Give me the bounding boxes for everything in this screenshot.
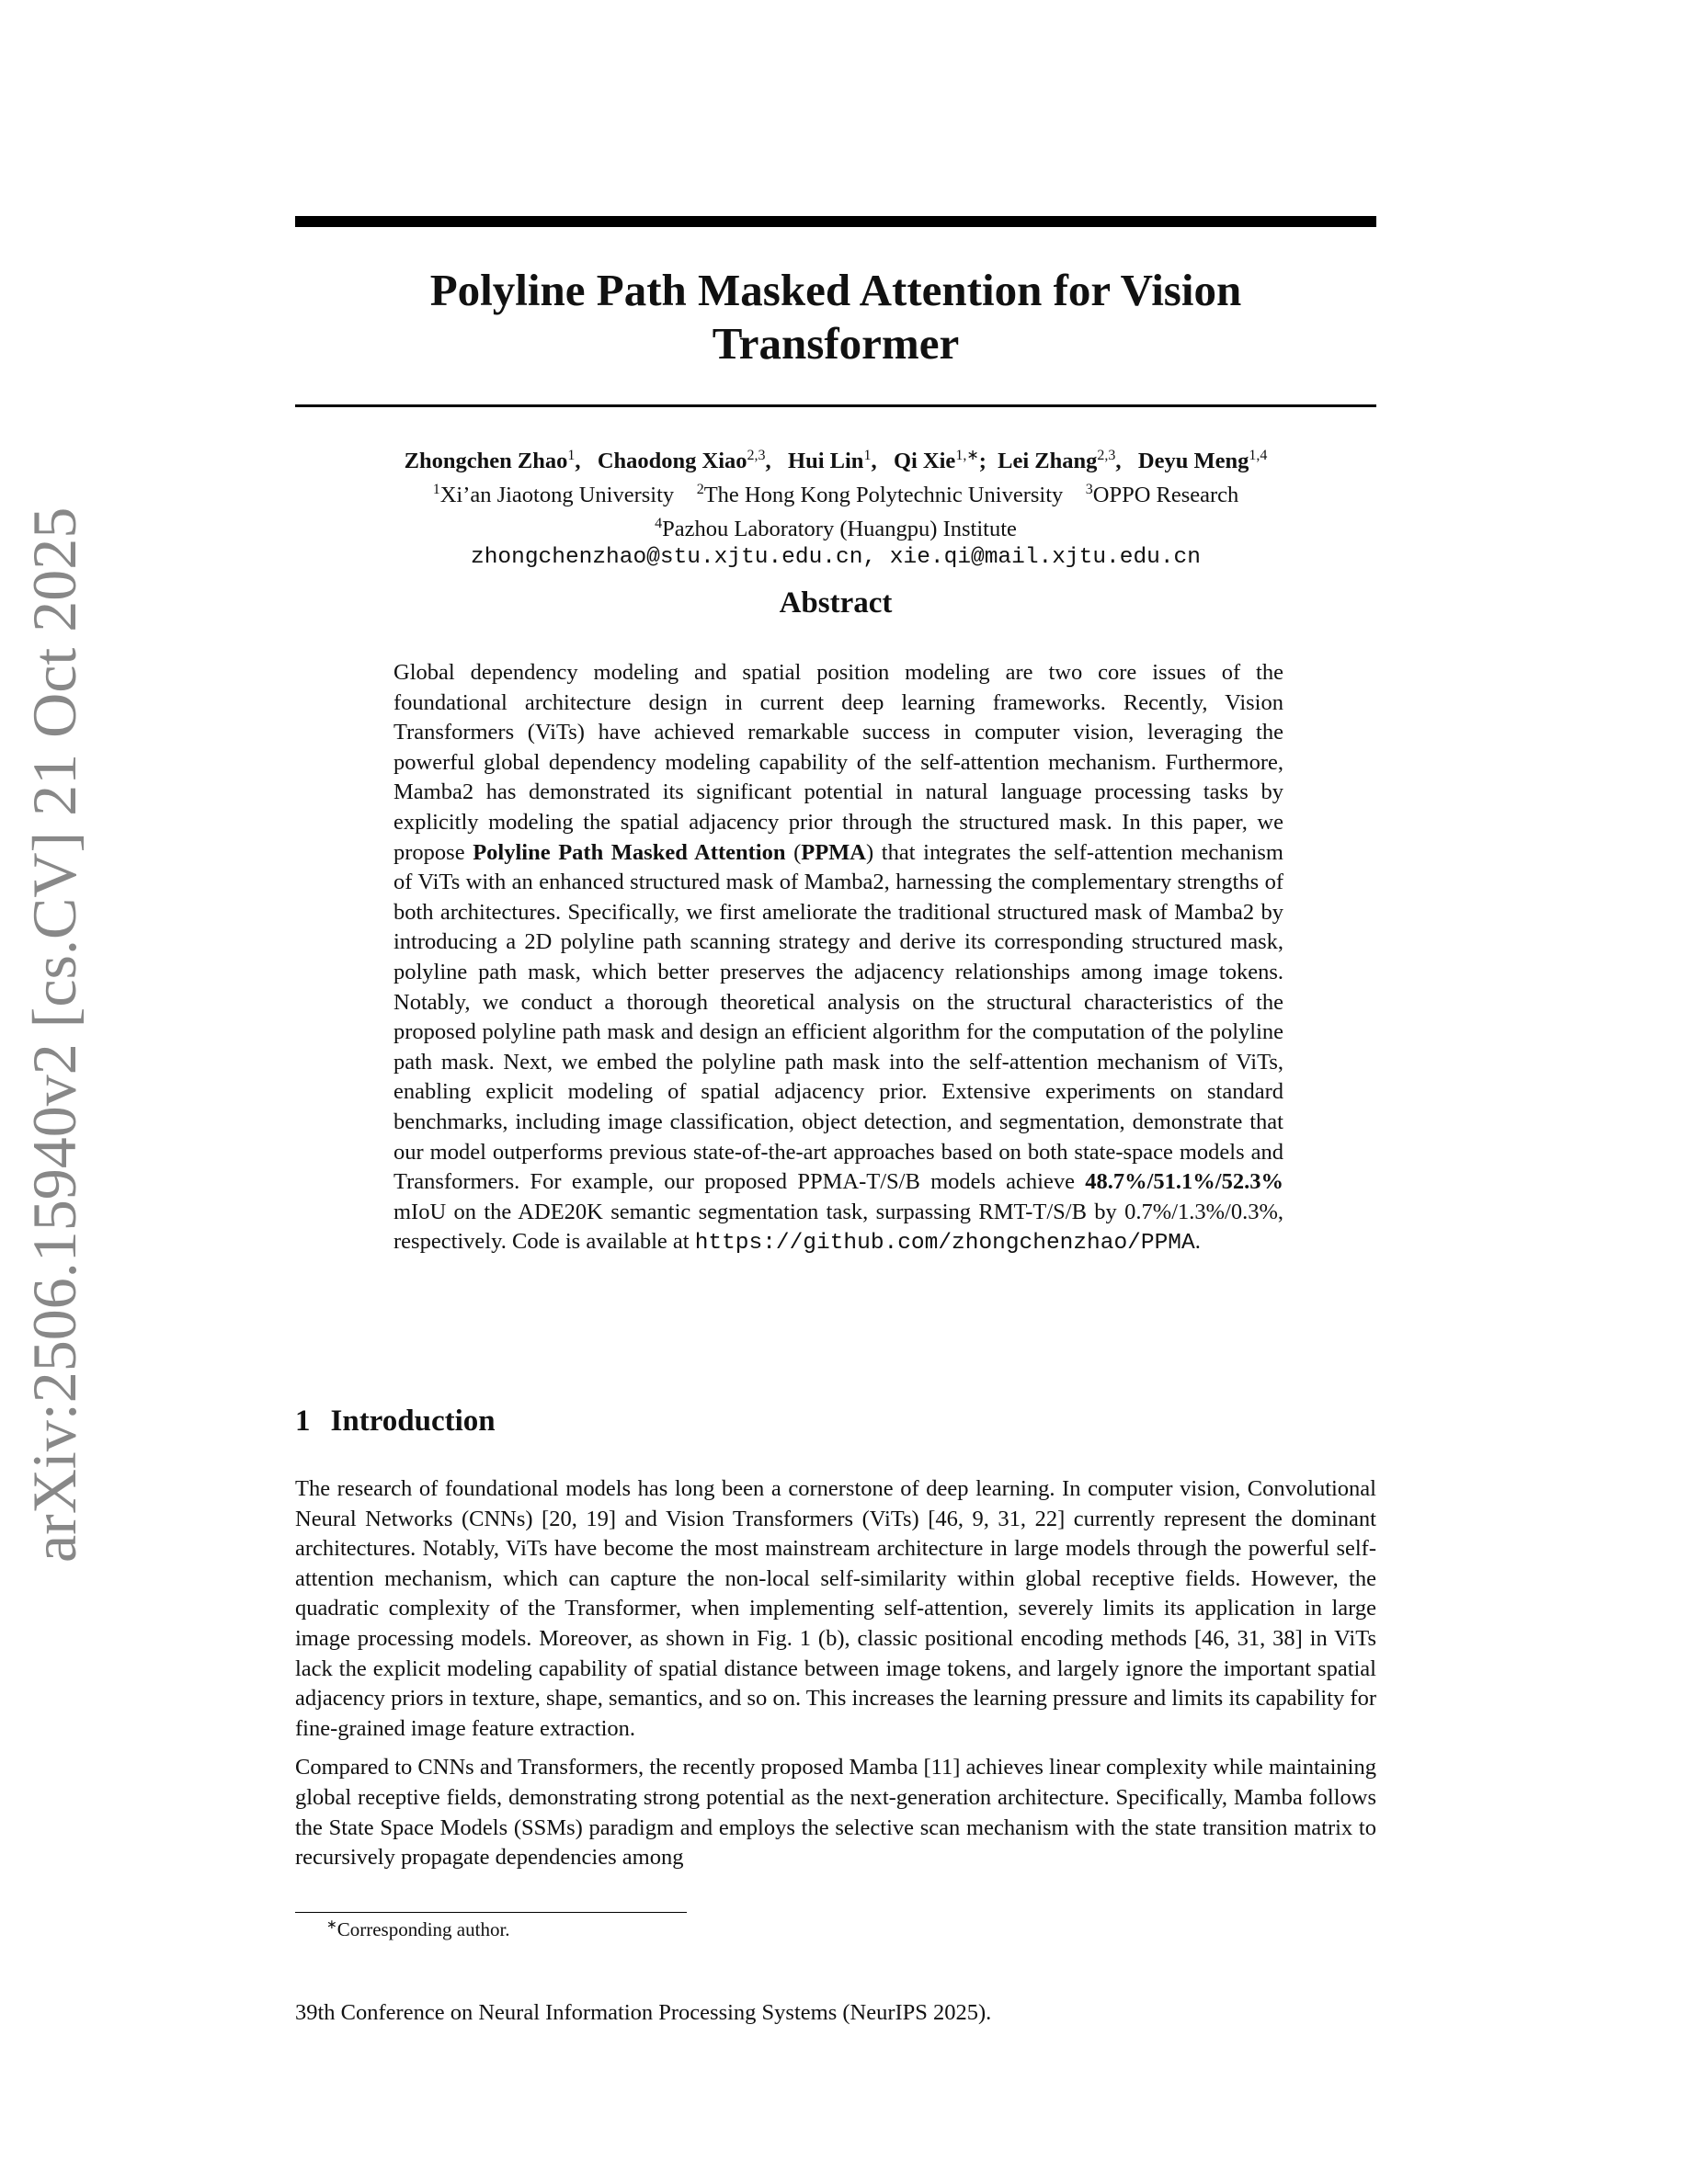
title-line-2: Transformer (712, 318, 960, 369)
affiliations-line-2 (295, 509, 1376, 543)
abstract-text: Global dependency modeling and spatial position modeling are two core issues of the foundational architecture design in current deep learning frameworks. Recently, Vision Transformers (ViTs) have achieved remarkable success in computer vision, leveraging the powerful global dependency modeling capability of the self-attention mechanism. Furthermore, Mamba2 has demonstrated its significant potential in natural language processing tasks by explicitly modeling the spatial adjacency prior through the structured mask. In this paper, we propose Polyline Path Masked Attention (PPMA) that integrates the self-attention mechanism of ViTs with an enhanced structured mask of Mamba2, harnessing the complementary strengths of both architectures. Specifically, we first ameliorate the traditional structured mask of Mamba2 by introducing a 2D polyline path scanning strategy and derive its corresponding structured mask, polyline path mask, which better preserves the adjacency relationships among image tokens. Notably, we conduct a thorough theoretical analysis on the structural characteristics of the proposed polyline path mask and design an efficient algorithm for the computation of the polyline path mask. Next, we embed the polyline path mask into the self-attention mechanism of ViTs, enabling explicit modeling of spatial adjacency prior. Extensive experiments on standard benchmarks, including image classification, object detection, and segmentation, demonstrate that our model outperforms previous state-of-the-art approaches based on both state-space models and Transformers. For example, our proposed PPMA-T/S/B models achieve 48.7%/51.1%/52.3% mIoU on the ADE20K semantic segmentation task, surpassing RMT-T/S/B by 0.7%/1.3%/0.3%, respectively. Code is available at https://github.com/zhongchenzhao/PPMA. (393, 660, 1283, 1257)
footnote: ∗Corresponding author. (326, 1918, 510, 1940)
abstract-heading: Abstract (779, 586, 893, 620)
author-block (295, 441, 1376, 572)
arxiv-stamp: arXiv:2506.15940v2 [cs.CV] 21 Oct 2025 (19, 506, 89, 1563)
venue-footer: 39th Conference on Neural Information Processing Systems (NeurIPS 2025). (295, 2000, 992, 2025)
author: Deyu Meng$^{1,4}$ (1137, 448, 1268, 474)
title-line-1: Polyline Path Masked Attention for Vision (429, 265, 1242, 315)
affiliation: $^3$OPPO Research (1085, 482, 1239, 508)
introduction-body (295, 1474, 1376, 1883)
title-bottom-rule (295, 404, 1376, 407)
paragraph: The research of foundational models has long been a cornerstone of deep learning. In computer vision, Convolutional Neural Networks (CNNs) [20, 19] and Vision Transformers (ViTs) [46, 9, 31, 22] currently represent the dominant architectures. Notably, ViTs have become the most mainstream architecture in large models through the powerful self-attention mechanism, which can capture the non-local self-similarity within global receptive fields. However, the quadratic complexity of the Transformer, when implementing self-attention, severely limits its application in large image processing models. Moreover, as shown in Fig. 1 (b), classic positional encoding methods [46, 31, 38] in ViTs lack the explicit modeling capability of spatial distance between image tokens, and largely ignore the important spatial adjacency priors in texture, shape, semantics, and so on. This increases the learning pressure and limits its capability for fine-grained image feature extraction. (295, 1476, 1376, 1741)
affiliation: $^2$The Hong Kong Polytechnic University (696, 482, 1064, 508)
code-link[interactable]: https://github.com/zhongchenzhao/PPMA (694, 1231, 1195, 1257)
paragraph: Compared to CNNs and Transformers, the recently proposed Mamba [11] achieves linear complexity while maintaining global receptive fields, demonstrating strong potential as the next-generation architecture. Specifically, Mamba follows the State Space Models (SSMs) paradigm and employs the selective scan mechanism with the state transition matrix to recursively propagate dependencies among (295, 1755, 1376, 1871)
title-top-rule (295, 216, 1376, 227)
author: Zhongchen Zhao$^1$ (404, 448, 576, 474)
affiliation: $^1$Xi’an Jiaotong University (432, 482, 675, 508)
paper-title (295, 264, 1376, 370)
author-names: Zhongchen Zhao$^1$, Chaodong Xiao$^{2,3}$, Hui Lin$^1$, Qi Xie$^{1,∗}$; Lei Zhang$^{2,3}$, Deyu Meng$^{1,4}$ (404, 448, 1268, 474)
author: Qi Xie$^{1,∗}$ (893, 448, 979, 474)
footnote-rule (295, 1912, 687, 1913)
affiliation: $^4$Pazhou Laboratory (Huangpu) Institute (655, 516, 1017, 542)
author: Chaodong Xiao$^{2,3}$ (597, 448, 766, 474)
author: Hui Lin$^1$ (788, 448, 872, 474)
affiliations-line-1 (295, 475, 1376, 509)
section-heading-introduction: 1 Introduction (295, 1405, 496, 1438)
author-emails: zhongchenzhao@stu.xjtu.edu.cn, xie.qi@mail.xjtu.edu.cn (471, 545, 1201, 571)
author: Lei Zhang$^{2,3}$ (998, 448, 1116, 474)
